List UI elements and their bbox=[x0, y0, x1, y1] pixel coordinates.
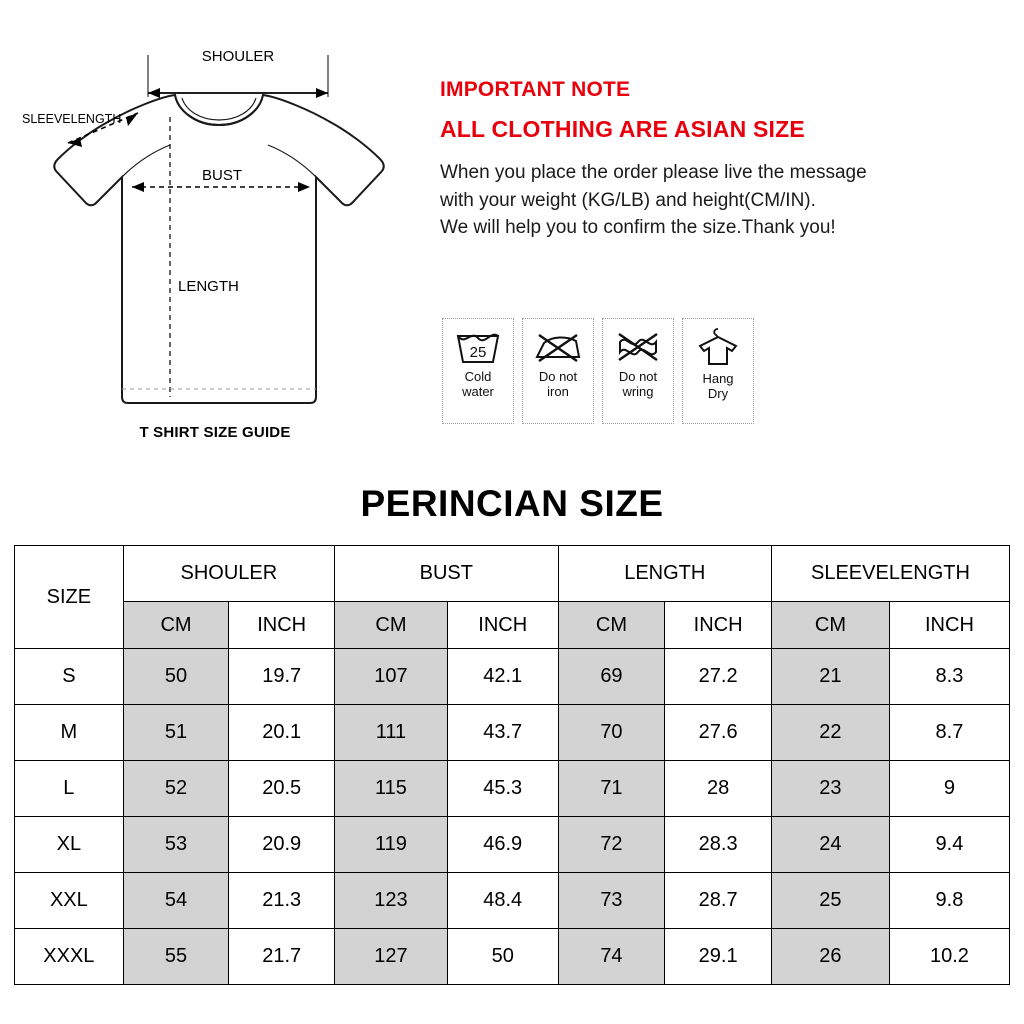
cell-bust-cm: 111 bbox=[335, 705, 448, 761]
care-item-hang-dry bbox=[682, 318, 754, 424]
header-size: SIZE bbox=[15, 546, 124, 649]
tshirt-diagram bbox=[0, 0, 430, 460]
care-label-hang-dry: Hang Dry bbox=[702, 371, 734, 401]
cell-size: L bbox=[15, 761, 124, 817]
care-label-cold-water: Cold water bbox=[462, 369, 494, 399]
cell-shoulder-inch: 21.3 bbox=[229, 873, 335, 929]
cell-bust-inch: 45.3 bbox=[447, 761, 558, 817]
cell-shoulder-inch: 20.9 bbox=[229, 817, 335, 873]
cell-length-cm: 69 bbox=[558, 649, 665, 705]
table-row bbox=[15, 817, 1010, 873]
cell-bust-cm: 119 bbox=[335, 817, 448, 873]
cell-size: M bbox=[15, 705, 124, 761]
table-unit-header-row bbox=[15, 602, 1010, 649]
cell-length-cm: 70 bbox=[558, 705, 665, 761]
care-label-do-not-wring: Do not wring bbox=[618, 369, 658, 399]
cell-sleeve-cm: 23 bbox=[771, 761, 889, 817]
note-body bbox=[440, 159, 1010, 242]
cell-length-inch: 27.6 bbox=[665, 705, 772, 761]
diagram-caption: T SHIRT SIZE GUIDE bbox=[139, 424, 291, 441]
care-item-do-not-iron bbox=[522, 318, 594, 424]
cell-sleeve-inch: 8.7 bbox=[889, 705, 1009, 761]
cell-length-inch: 27.2 bbox=[665, 649, 772, 705]
cold-water-temp: 25 bbox=[469, 344, 487, 361]
label-shoulder: SHOULER bbox=[201, 48, 275, 65]
cell-sleeve-cm: 22 bbox=[771, 705, 889, 761]
header-unit-length-inch: INCH bbox=[665, 602, 772, 649]
cell-bust-inch: 46.9 bbox=[447, 817, 558, 873]
cell-length-inch: 29.1 bbox=[665, 929, 772, 985]
label-bust: BUST bbox=[201, 167, 243, 184]
header-unit-shoulder-inch: INCH bbox=[229, 602, 335, 649]
cell-length-cm: 71 bbox=[558, 761, 665, 817]
cell-bust-cm: 127 bbox=[335, 929, 448, 985]
cell-sleeve-inch: 10.2 bbox=[889, 929, 1009, 985]
cell-sleeve-inch: 9.4 bbox=[889, 817, 1009, 873]
cell-shoulder-inch: 20.1 bbox=[229, 705, 335, 761]
do-not-wring-icon bbox=[612, 324, 664, 368]
header-group-sleevelength: SLEEVELENGTH bbox=[771, 546, 1009, 602]
header-unit-bust-cm: CM bbox=[335, 602, 448, 649]
cell-shoulder-cm: 52 bbox=[123, 761, 229, 817]
cold-water-wash-icon bbox=[452, 324, 504, 368]
header-group-bust: BUST bbox=[335, 546, 559, 602]
note-title: IMPORTANT NOTE bbox=[440, 78, 631, 101]
care-item-cold-water bbox=[442, 318, 514, 424]
table-row bbox=[15, 929, 1010, 985]
cell-size: XL bbox=[15, 817, 124, 873]
size-table-wrapper bbox=[14, 545, 1010, 985]
cell-bust-inch: 50 bbox=[447, 929, 558, 985]
header-group-length: LENGTH bbox=[558, 546, 771, 602]
top-section bbox=[0, 0, 1024, 470]
care-instructions-row bbox=[442, 318, 754, 424]
note-subtitle: ALL CLOTHING ARE ASIAN SIZE bbox=[440, 116, 805, 142]
table-group-header-row bbox=[15, 546, 1010, 602]
cell-bust-inch: 42.1 bbox=[447, 649, 558, 705]
cell-bust-cm: 107 bbox=[335, 649, 448, 705]
cell-bust-cm: 115 bbox=[335, 761, 448, 817]
cell-shoulder-cm: 51 bbox=[123, 705, 229, 761]
important-note-block bbox=[440, 78, 1010, 242]
cell-length-cm: 73 bbox=[558, 873, 665, 929]
page-title: PERINCIAN SIZE bbox=[360, 483, 664, 524]
cell-sleeve-inch: 9 bbox=[889, 761, 1009, 817]
cell-sleeve-inch: 8.3 bbox=[889, 649, 1009, 705]
header-group-shoulder: SHOULER bbox=[123, 546, 334, 602]
cell-bust-inch: 43.7 bbox=[447, 705, 558, 761]
care-item-do-not-wring bbox=[602, 318, 674, 424]
table-row bbox=[15, 761, 1010, 817]
header-unit-shoulder-cm: CM bbox=[123, 602, 229, 649]
cell-sleeve-cm: 26 bbox=[771, 929, 889, 985]
cell-shoulder-inch: 19.7 bbox=[229, 649, 335, 705]
label-sleevelength: SLEEVELENGTH bbox=[22, 112, 122, 126]
cell-shoulder-inch: 20.5 bbox=[229, 761, 335, 817]
cell-shoulder-cm: 54 bbox=[123, 873, 229, 929]
label-length: LENGTH bbox=[178, 278, 239, 295]
cell-sleeve-cm: 24 bbox=[771, 817, 889, 873]
table-row bbox=[15, 705, 1010, 761]
header-unit-sleeve-cm: CM bbox=[771, 602, 889, 649]
cell-sleeve-cm: 25 bbox=[771, 873, 889, 929]
cell-bust-cm: 123 bbox=[335, 873, 448, 929]
cell-shoulder-cm: 50 bbox=[123, 649, 229, 705]
header-unit-sleeve-inch: INCH bbox=[889, 602, 1009, 649]
cell-length-inch: 28 bbox=[665, 761, 772, 817]
hang-dry-icon bbox=[692, 324, 744, 370]
cell-size: XXXL bbox=[15, 929, 124, 985]
cell-shoulder-cm: 53 bbox=[123, 817, 229, 873]
tshirt-svg bbox=[10, 25, 420, 425]
cell-length-inch: 28.3 bbox=[665, 817, 772, 873]
care-label-do-not-iron: Do not iron bbox=[538, 369, 578, 399]
cell-length-inch: 28.7 bbox=[665, 873, 772, 929]
cell-sleeve-inch: 9.8 bbox=[889, 873, 1009, 929]
size-table bbox=[14, 545, 1010, 985]
cell-length-cm: 74 bbox=[558, 929, 665, 985]
cell-size: XXL bbox=[15, 873, 124, 929]
do-not-iron-icon bbox=[532, 324, 584, 368]
cell-size: S bbox=[15, 649, 124, 705]
cell-shoulder-inch: 21.7 bbox=[229, 929, 335, 985]
cell-length-cm: 72 bbox=[558, 817, 665, 873]
table-row bbox=[15, 873, 1010, 929]
header-unit-bust-inch: INCH bbox=[447, 602, 558, 649]
note-line-3: We will help you to confirm the size.Thank you! bbox=[440, 217, 836, 239]
header-unit-length-cm: CM bbox=[558, 602, 665, 649]
cell-shoulder-cm: 55 bbox=[123, 929, 229, 985]
table-row bbox=[15, 649, 1010, 705]
note-line-2: with your weight (KG/LB) and height(CM/IN). bbox=[440, 189, 816, 211]
cell-sleeve-cm: 21 bbox=[771, 649, 889, 705]
cell-bust-inch: 48.4 bbox=[447, 873, 558, 929]
note-line-1: When you place the order please live the message bbox=[440, 162, 867, 183]
